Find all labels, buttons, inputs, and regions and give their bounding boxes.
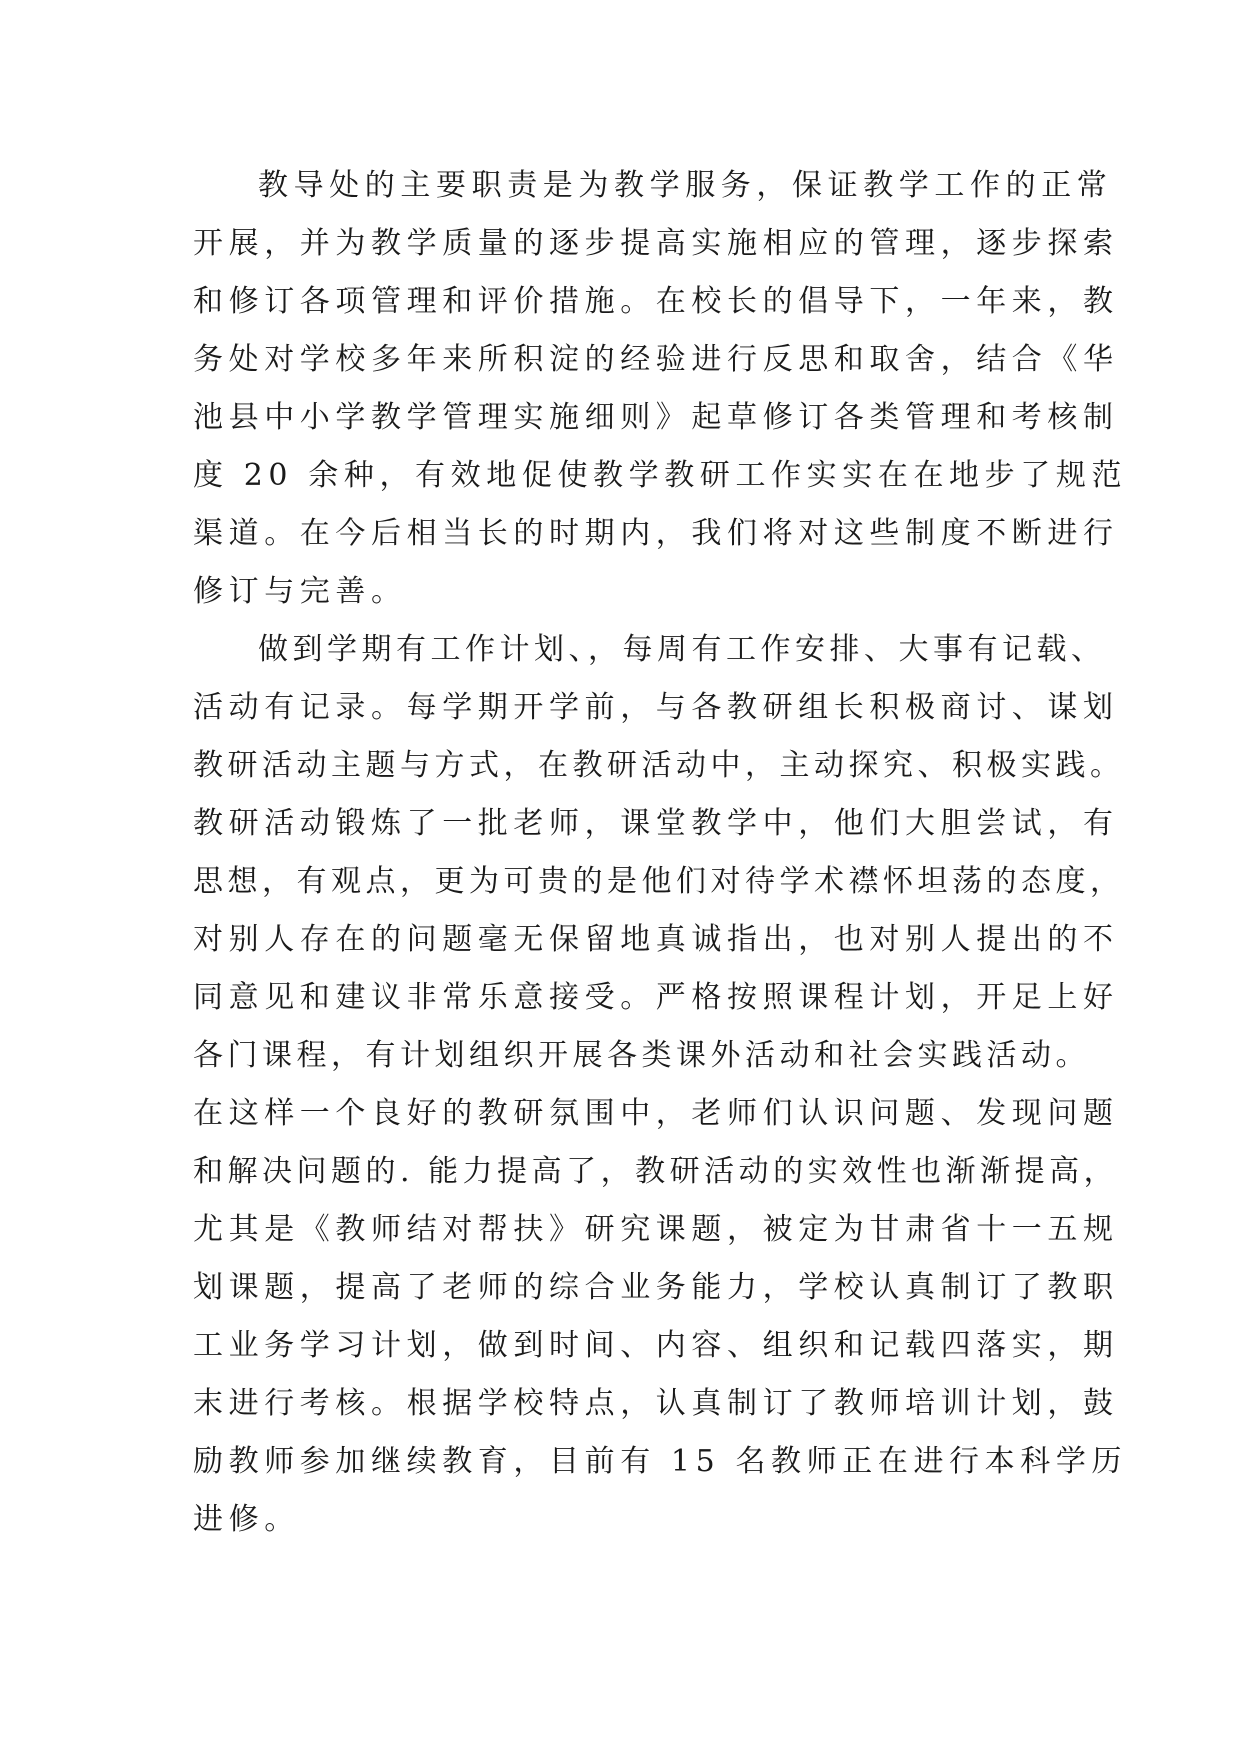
paragraph-line: 各门课程，有计划组织开展各类课外活动和社会实践活动。 [193,1038,1090,1073]
paragraph-line: 末进行考核。根据学校特点，认真制订了教师培训计划，鼓 [193,1386,1119,1421]
paragraph-line: 对别人存在的问题毫无保留地真诚指出，也对别人提出的不 [193,922,1119,957]
paragraph-line: 工业务学习计划，做到时间、内容、组织和记载四落实，期 [193,1328,1119,1363]
paragraph-line: 渠道。在今后相当长的时期内，我们将对这些制度不断进行 [193,516,1119,551]
paragraph-line: 在这样一个良好的教研氛围中，老师们认识问题、发现问题 [193,1096,1119,1131]
paragraph-line: 开展，并为教学质量的逐步提高实施相应的管理，逐步探索 [193,226,1119,261]
paragraph [193,621,1128,1549]
paragraph-line: 务处对学校多年来所积淀的经验进行反思和取舍，结合《华 [193,342,1119,377]
document-body [193,157,1128,1549]
paragraph-line: 教导处的主要职责是为教学服务，保证教学工作的正常 [258,168,1113,203]
paragraph-line: 划课题，提高了老师的综合业务能力，学校认真制订了教职 [193,1270,1119,1305]
paragraph-line: 和解决问题的. 能力提高了，教研活动的实效性也渐渐提高， [193,1154,1119,1189]
paragraph-line: 修订与完善。 [193,574,407,609]
paragraph-line: 和修订各项管理和评价措施。在校长的倡导下，一年来，教 [193,284,1119,319]
paragraph-line: 教研活动锻炼了一批老师，课堂教学中，他们大胆尝试，有 [193,806,1119,841]
paragraph-line: 励教师参加继续教育，目前有 15 名教师正在进行本科学历 [193,1444,1128,1479]
paragraph-line: 活动有记录。每学期开学前，与各教研组长积极商讨、谋划 [193,690,1119,725]
paragraph-line: 度 20 余种，有效地促使教学教研工作实实在在地步了规范 [193,458,1128,493]
paragraph [193,157,1128,621]
paragraph-line: 做到学期有工作计划、，每周有工作安排、大事有记载、 [258,632,1106,667]
paragraph-line: 进修。 [193,1502,300,1537]
paragraph-line: 思想，有观点，更为可贵的是他们对待学术襟怀坦荡的态度， [193,864,1125,899]
paragraph-line: 教研活动主题与方式，在教研活动中，主动探究、积极实践。 [193,748,1125,783]
paragraph-line: 同意见和建议非常乐意接受。严格按照课程计划，开足上好 [193,980,1119,1015]
paragraph-line: 尤其是《教师结对帮扶》研究课题，被定为甘肃省十一五规 [193,1212,1119,1247]
paragraph-line: 池县中小学教学管理实施细则》起草修订各类管理和考核制 [193,400,1119,435]
